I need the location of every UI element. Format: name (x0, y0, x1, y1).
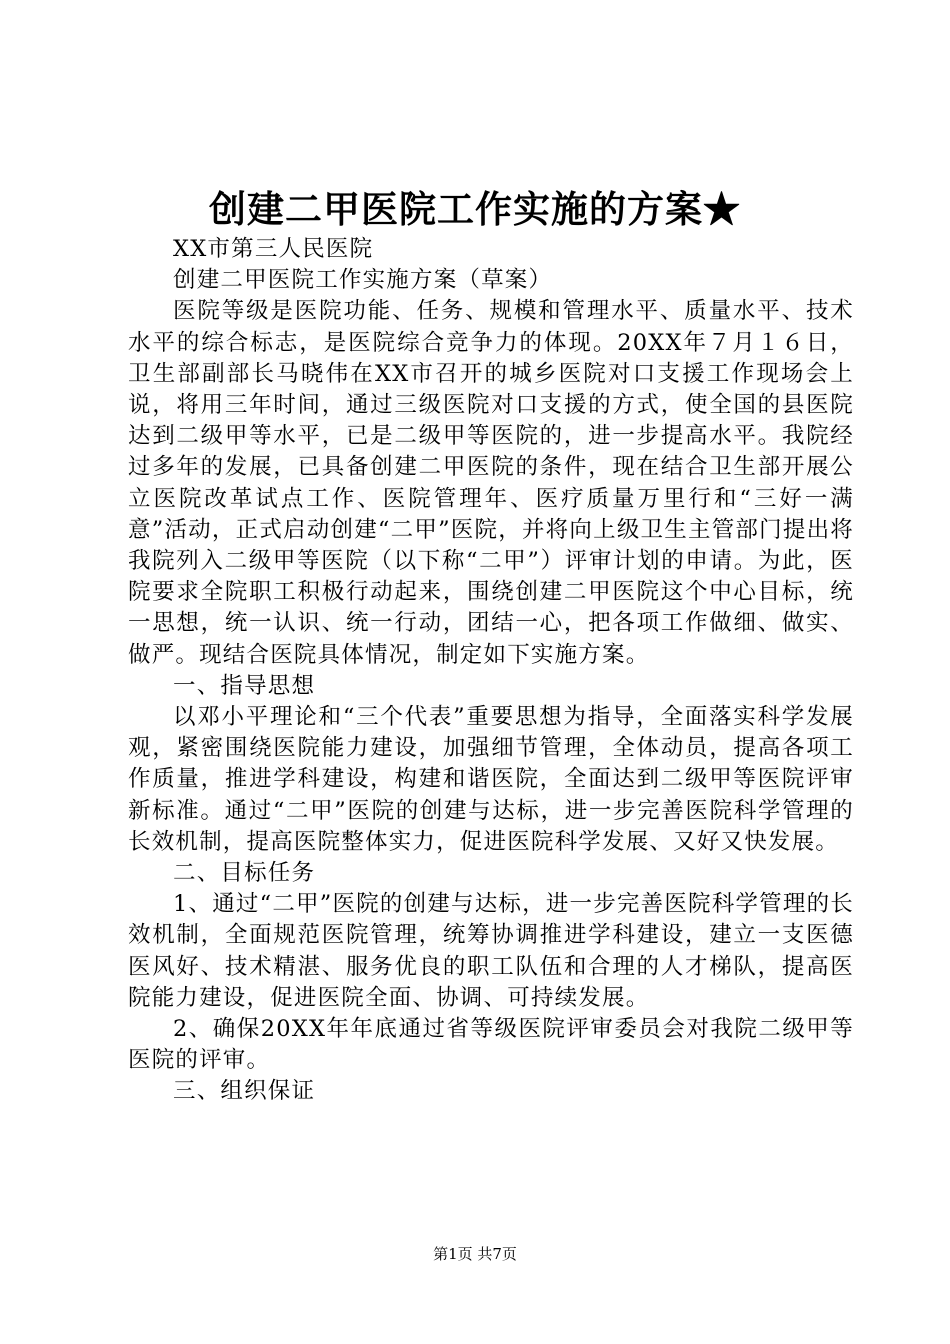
document-title: 创建二甲医院工作实施的方案★ (209, 187, 741, 231)
goal-item-2: 2、确保20XX年年底通过省等级医院评审委员会对我院二级甲等医院的评审。 (128, 1016, 854, 1074)
goal-item-1: 1、通过“二甲”医院的创建与达标，进一步完善医院科学管理的长效机制，全面规范医院管理，统筹协调推进学科建设，建立一支医德医风好、技术精湛、服务优良的职工队伍和合理的人才梯队，提高医院能力建设，促进医院全面、协调、可持续发展。 (128, 891, 854, 1011)
intro-paragraph: 医院等级是医院功能、任务、规模和管理水平、质量水平、技术水平的综合标志，是医院综合竞争力的体现。20XX年７月１６日，卫生部副部长马晓伟在XX市召开的城乡医院对口支援工作现场会上说，将用三年时间，通过三级医院对口支援的方式，使全国的县医院达到二级甲等水平，已是二级甲等医院的，进一步提高水平。我院经过多年的发展，已具备创建二甲医院的条件，现在结合卫生部开展公立医院改革试点工作、医院管理年、医疗质量万里行和“三好一满意”活动，正式启动创建“二甲”医院，并将向上级卫生主管部门提出将我院列入二级甲等医院（以下称“二甲”）评审计划的申请。为此，医院要求全院职工积极行动起来，围绕创建二甲医院这个中心目标，统一思想，统一认识、统一行动，团结一心，把各项工作做细、做实、做严。现结合医院具体情况，制定如下实施方案。 (128, 298, 854, 668)
document-body (128, 234, 854, 1108)
guiding-thought-paragraph: 以邓小平理论和“三个代表”重要思想为指导，全面落实科学发展观，紧密围绕医院能力建设，加强细节管理，全体动员，提高各项工作质量，推进学科建设，构建和谐医院，全面达到二级甲等医院评审新标准。通过“二甲”医院的创建与达标，进一步完善医院科学管理的长效机制，提高医院整体实力，促进医院科学发展、又好又快发展。 (128, 704, 854, 855)
section-heading-organization: 三、组织保证 (173, 1078, 316, 1105)
page-footer: 第1页 共7页 (433, 1245, 517, 1263)
hospital-name-line: XX市第三人民医院 (173, 236, 374, 262)
section-heading-goals: 二、目标任务 (173, 860, 316, 887)
section-heading-guiding-thought: 一、指导思想 (173, 672, 316, 699)
plan-subtitle-line: 创建二甲医院工作实施方案（草案） (173, 267, 553, 294)
